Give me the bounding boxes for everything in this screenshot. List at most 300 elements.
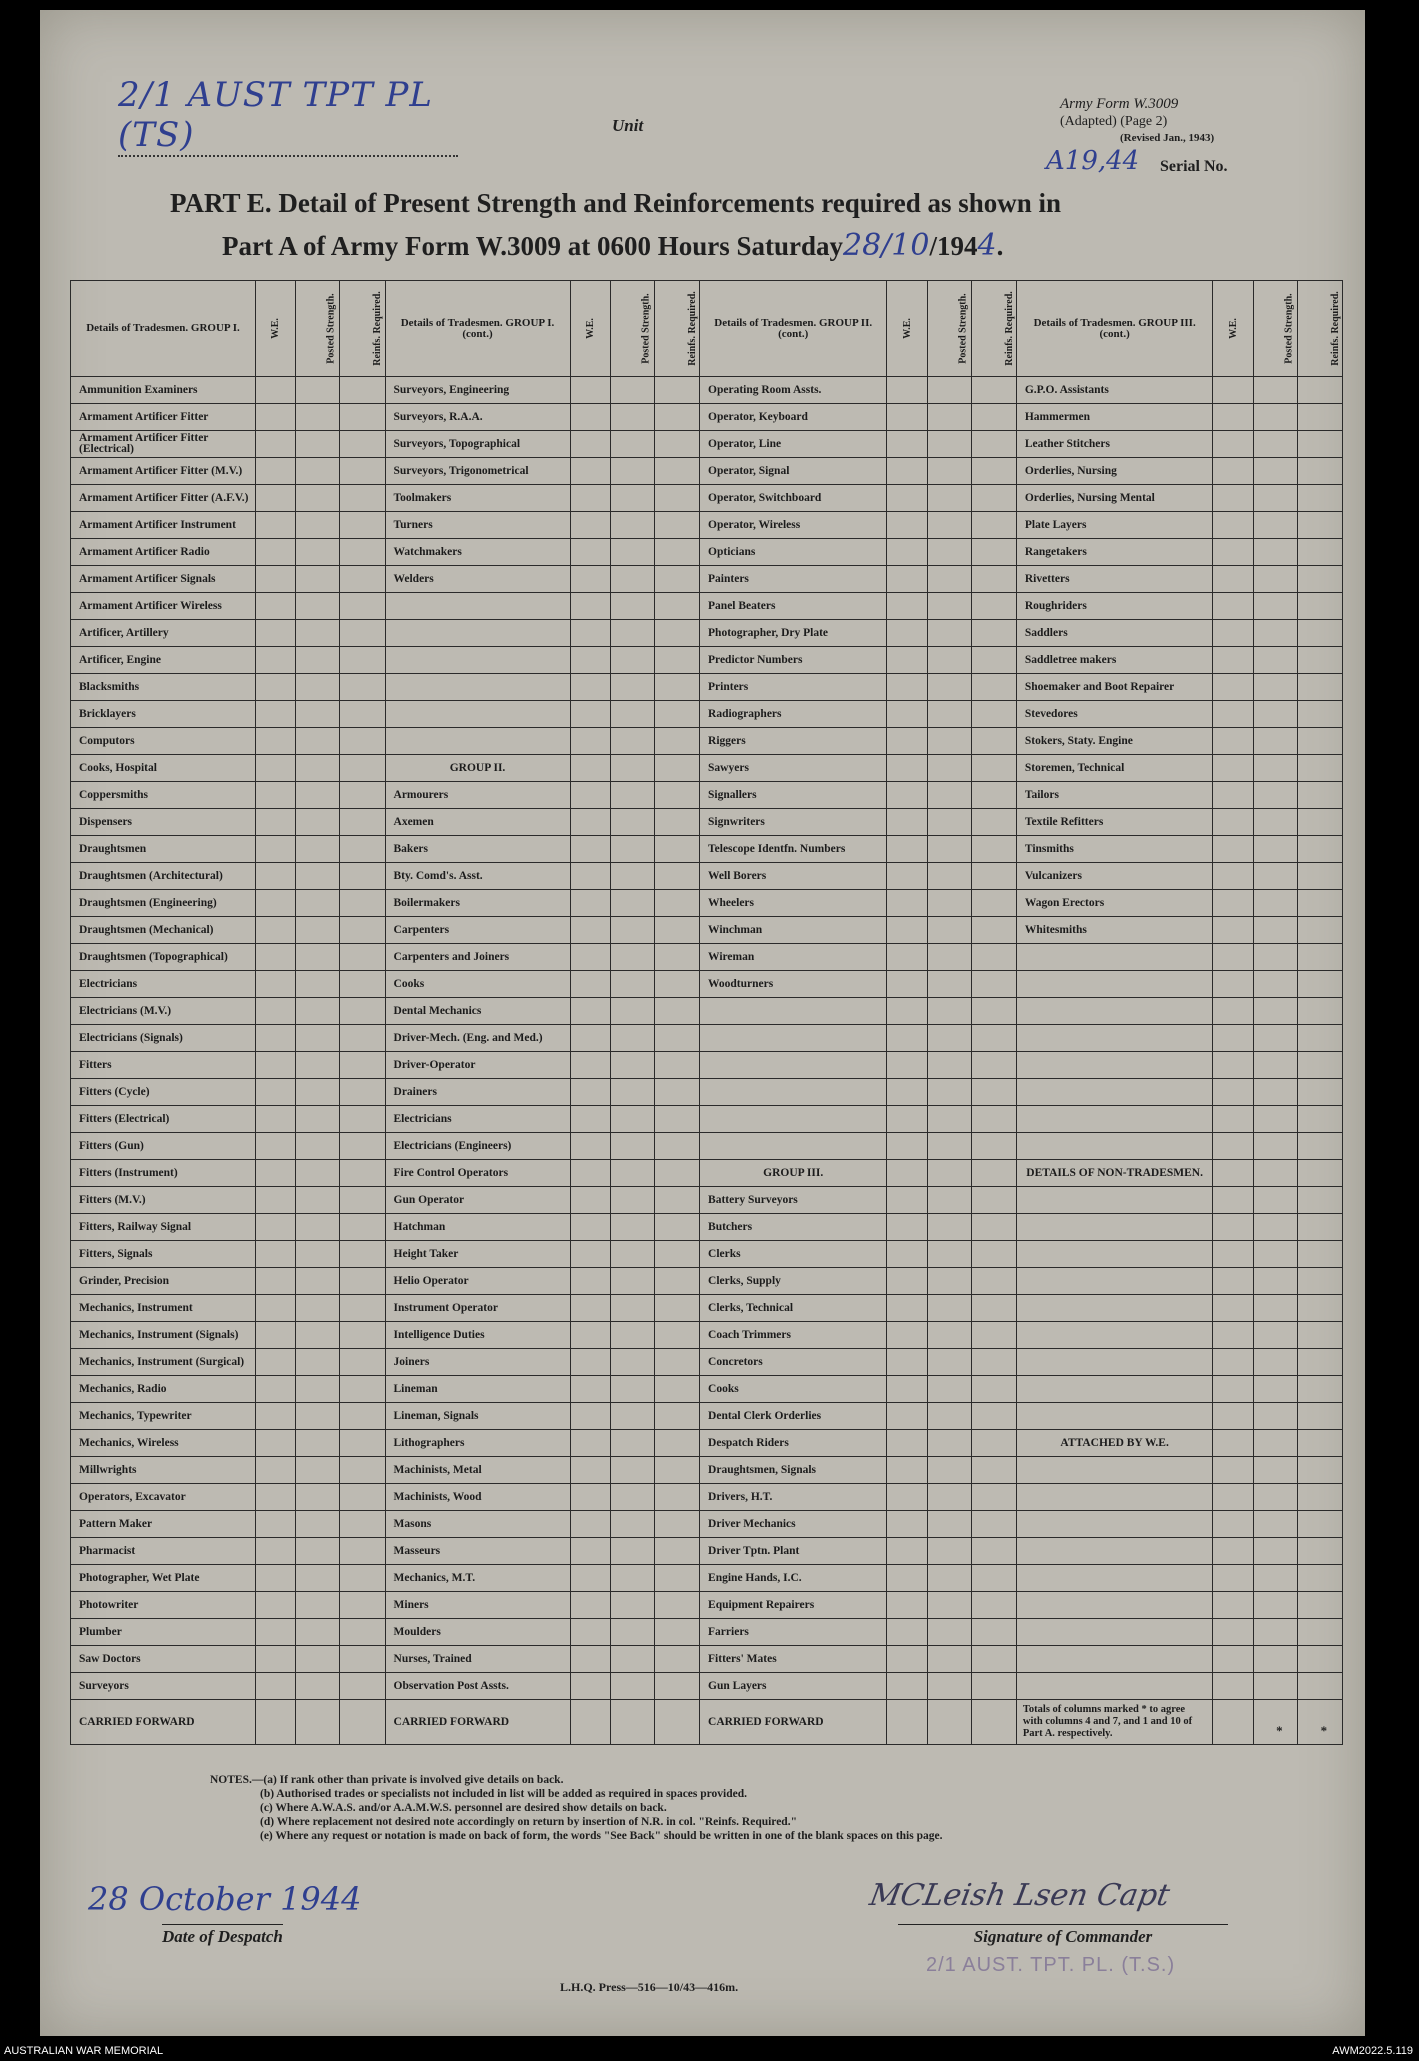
cell-reinfs[interactable] [1297,890,1342,917]
cell-reinfs[interactable] [654,1511,699,1538]
cell-posted[interactable] [611,620,655,647]
cell-we[interactable] [256,539,296,566]
cell-reinfs[interactable] [971,431,1016,458]
cell-posted[interactable] [611,890,655,917]
cell-posted[interactable] [1253,1403,1297,1430]
cell-we[interactable] [570,566,610,593]
cell-posted[interactable] [611,404,655,431]
cell-reinfs[interactable] [971,539,1016,566]
cell-reinfs[interactable] [654,647,699,674]
cell-we[interactable] [570,998,610,1025]
cell-we[interactable] [887,1646,927,1673]
cell-reinfs[interactable] [340,1160,385,1187]
cell-posted[interactable] [927,1457,971,1484]
cell-we[interactable] [887,1214,927,1241]
cell-we[interactable] [1213,1457,1253,1484]
cell-posted[interactable] [296,1079,340,1106]
cell-reinfs[interactable] [340,377,385,404]
cell-posted[interactable] [611,1538,655,1565]
cell-reinfs[interactable] [1297,620,1342,647]
cell-reinfs[interactable] [340,782,385,809]
cell-reinfs[interactable] [654,755,699,782]
cell-we[interactable] [570,1268,610,1295]
cell-reinfs[interactable] [1297,1592,1342,1619]
cell-we[interactable] [256,728,296,755]
cell-we[interactable] [256,701,296,728]
cell-we[interactable] [1213,1430,1253,1457]
cell-posted[interactable] [296,917,340,944]
cell-reinfs[interactable] [971,971,1016,998]
cell-reinfs[interactable] [340,431,385,458]
cell-reinfs[interactable] [1297,539,1342,566]
cell-posted[interactable] [611,728,655,755]
cell-we[interactable] [887,755,927,782]
cell-posted[interactable] [927,836,971,863]
cell-reinfs[interactable] [1297,1457,1342,1484]
cell-reinfs[interactable] [654,1079,699,1106]
cell-we[interactable] [1213,1025,1253,1052]
cell-reinfs[interactable] [1297,674,1342,701]
cell-reinfs[interactable] [654,458,699,485]
cell-reinfs[interactable] [654,485,699,512]
cell-posted[interactable] [1253,1268,1297,1295]
cell-posted[interactable] [1253,1295,1297,1322]
cell-reinfs[interactable] [1297,377,1342,404]
cell-posted[interactable] [927,755,971,782]
cell-we[interactable] [570,1241,610,1268]
cell-reinfs[interactable] [971,1565,1016,1592]
cell-we[interactable] [887,728,927,755]
cell-reinfs[interactable] [1297,1403,1342,1430]
cell-reinfs[interactable] [340,539,385,566]
cell-posted[interactable] [1253,1538,1297,1565]
cell-reinfs[interactable] [1297,728,1342,755]
cell-posted[interactable] [1253,755,1297,782]
cell-we[interactable] [570,512,610,539]
cell-reinfs[interactable] [654,944,699,971]
cell-we[interactable] [570,1106,610,1133]
cell-reinfs[interactable] [971,593,1016,620]
cell-posted[interactable] [611,1376,655,1403]
cell-reinfs[interactable] [340,512,385,539]
cell-reinfs[interactable] [1297,1160,1342,1187]
cell-we[interactable] [256,1241,296,1268]
cell-reinfs[interactable] [340,1106,385,1133]
cell-we[interactable] [570,755,610,782]
cell-posted[interactable] [1253,998,1297,1025]
cell-we[interactable] [570,1322,610,1349]
cell-posted[interactable] [611,1403,655,1430]
cell-posted[interactable] [296,971,340,998]
cell-we[interactable] [570,1349,610,1376]
cell-reinfs[interactable] [971,1403,1016,1430]
cell-reinfs[interactable] [971,890,1016,917]
cell-we[interactable] [1213,458,1253,485]
cell-posted[interactable] [296,1187,340,1214]
cell-reinfs[interactable] [971,1538,1016,1565]
cell-posted[interactable] [1253,1646,1297,1673]
cell-posted[interactable] [1253,701,1297,728]
cell-we[interactable] [887,512,927,539]
cell-posted[interactable] [611,1511,655,1538]
cell-posted[interactable] [296,1106,340,1133]
cell-we[interactable] [570,1430,610,1457]
cell-posted[interactable] [296,566,340,593]
cell-reinfs[interactable] [971,1511,1016,1538]
cell-reinfs[interactable] [340,647,385,674]
cell-posted[interactable] [1253,404,1297,431]
cell-reinfs[interactable] [340,1376,385,1403]
cell-posted[interactable] [296,1295,340,1322]
cell-posted[interactable] [1253,809,1297,836]
cell-reinfs[interactable] [1297,755,1342,782]
cell-posted[interactable] [927,1376,971,1403]
cell-posted[interactable] [1253,431,1297,458]
cell-posted[interactable] [927,917,971,944]
cell-reinfs[interactable] [340,1214,385,1241]
cell-we[interactable] [887,701,927,728]
cell-posted[interactable] [927,1079,971,1106]
cell-we[interactable] [887,890,927,917]
cell-reinfs[interactable] [1297,1538,1342,1565]
cell-posted[interactable] [611,593,655,620]
cell-reinfs[interactable] [971,647,1016,674]
cell-we[interactable] [1213,1484,1253,1511]
cell-posted[interactable] [927,1646,971,1673]
cell-reinfs[interactable] [971,1457,1016,1484]
cell-posted[interactable] [611,1484,655,1511]
cell-posted[interactable] [1253,1592,1297,1619]
cell-we[interactable] [1213,1538,1253,1565]
cell-posted[interactable] [296,431,340,458]
cell-we[interactable] [887,458,927,485]
cell-posted[interactable] [927,431,971,458]
cell-posted[interactable] [296,755,340,782]
cell-we[interactable] [570,1187,610,1214]
cell-posted[interactable] [927,809,971,836]
cell-reinfs[interactable] [1297,485,1342,512]
cell-posted[interactable] [611,863,655,890]
cell-we[interactable] [256,1673,296,1700]
cell-posted[interactable] [296,1025,340,1052]
cell-reinfs[interactable] [971,1079,1016,1106]
cell-reinfs[interactable] [1297,701,1342,728]
cell-posted[interactable] [296,728,340,755]
cell-we[interactable] [256,1376,296,1403]
cell-reinfs[interactable] [1297,404,1342,431]
cell-posted[interactable] [611,1241,655,1268]
cell-reinfs[interactable] [340,1025,385,1052]
cell-reinfs[interactable] [340,998,385,1025]
cell-we[interactable] [887,1673,927,1700]
cell-we[interactable] [256,485,296,512]
cell-we[interactable] [256,458,296,485]
cell-reinfs[interactable] [1297,647,1342,674]
cell-reinfs[interactable] [1297,944,1342,971]
cell-reinfs[interactable] [654,1430,699,1457]
cell-reinfs[interactable] [654,1376,699,1403]
cell-posted[interactable] [611,1268,655,1295]
cell-we[interactable] [1213,1592,1253,1619]
cell-posted[interactable] [1253,1457,1297,1484]
cell-reinfs[interactable] [654,512,699,539]
cell-reinfs[interactable] [340,701,385,728]
cell-posted[interactable] [296,1646,340,1673]
cell-reinfs[interactable] [971,404,1016,431]
cell-reinfs[interactable] [654,1403,699,1430]
cell-reinfs[interactable] [1297,971,1342,998]
cell-reinfs[interactable] [654,998,699,1025]
cell-posted[interactable] [611,917,655,944]
cell-reinfs[interactable] [340,1079,385,1106]
cell-we[interactable] [887,431,927,458]
cell-we[interactable] [887,1187,927,1214]
cell-reinfs[interactable] [971,1268,1016,1295]
cell-reinfs[interactable] [340,1565,385,1592]
cell-posted[interactable] [927,539,971,566]
cell-reinfs[interactable] [654,404,699,431]
cell-reinfs[interactable] [654,701,699,728]
cell-we[interactable] [887,1592,927,1619]
cell-reinfs[interactable] [971,809,1016,836]
cell-we[interactable] [887,1052,927,1079]
cell-reinfs[interactable] [1297,1646,1342,1673]
cell-reinfs[interactable] [1297,1322,1342,1349]
cell-we[interactable] [256,863,296,890]
cell-reinfs[interactable] [340,1430,385,1457]
cell-reinfs[interactable] [340,728,385,755]
cell-posted[interactable] [927,1133,971,1160]
cell-posted[interactable] [1253,1565,1297,1592]
cell-reinfs[interactable] [1297,1511,1342,1538]
cell-posted[interactable] [927,863,971,890]
cell-we[interactable] [1213,431,1253,458]
cell-we[interactable] [570,944,610,971]
cell-reinfs[interactable] [340,1592,385,1619]
cell-we[interactable] [570,1619,610,1646]
cell-reinfs[interactable] [340,1187,385,1214]
cell-reinfs[interactable] [1297,1484,1342,1511]
cell-posted[interactable] [296,1511,340,1538]
cell-posted[interactable] [927,1187,971,1214]
cell-we[interactable] [1213,1619,1253,1646]
cell-we[interactable] [1213,566,1253,593]
cell-we[interactable] [1213,728,1253,755]
cell-we[interactable] [1213,917,1253,944]
cell-we[interactable] [1213,1106,1253,1133]
cell-posted[interactable] [1253,674,1297,701]
cell-posted[interactable] [296,1376,340,1403]
cell-posted[interactable] [1253,836,1297,863]
cell-posted[interactable] [296,890,340,917]
cell-we[interactable] [887,539,927,566]
cell-reinfs[interactable] [654,917,699,944]
cell-we[interactable] [1213,647,1253,674]
cell-reinfs[interactable] [340,404,385,431]
cell-reinfs[interactable] [654,539,699,566]
cell-posted[interactable] [927,998,971,1025]
cell-we[interactable] [256,1430,296,1457]
cell-posted[interactable] [611,1646,655,1673]
cell-we[interactable] [570,863,610,890]
cell-we[interactable] [887,782,927,809]
cell-reinfs[interactable] [1297,1052,1342,1079]
cell-posted[interactable] [927,782,971,809]
cell-reinfs[interactable] [654,1295,699,1322]
cell-we[interactable] [256,971,296,998]
cell-reinfs[interactable] [971,1160,1016,1187]
cell-posted[interactable] [611,485,655,512]
cell-posted[interactable] [611,431,655,458]
cell-reinfs[interactable] [971,1349,1016,1376]
cell-reinfs[interactable] [654,1457,699,1484]
cell-posted[interactable] [927,728,971,755]
cell-posted[interactable] [611,1619,655,1646]
cell-we[interactable] [1213,701,1253,728]
cell-posted[interactable] [296,863,340,890]
cell-we[interactable] [1213,836,1253,863]
cell-we[interactable] [1213,377,1253,404]
cell-reinfs[interactable] [971,1673,1016,1700]
cell-we[interactable] [887,1025,927,1052]
cell-posted[interactable] [927,1484,971,1511]
cell-posted[interactable] [611,782,655,809]
cell-we[interactable] [570,1673,610,1700]
cell-posted[interactable] [927,1592,971,1619]
cell-we[interactable] [1213,1349,1253,1376]
cell-we[interactable] [570,701,610,728]
cell-we[interactable] [256,782,296,809]
cell-we[interactable] [256,377,296,404]
cell-posted[interactable] [927,1025,971,1052]
cell-posted[interactable] [611,1187,655,1214]
cell-we[interactable] [256,647,296,674]
cell-we[interactable] [256,1619,296,1646]
cell-reinfs[interactable] [1297,431,1342,458]
cell-we[interactable] [570,1052,610,1079]
cell-posted[interactable] [1253,1133,1297,1160]
cell-reinfs[interactable] [654,1214,699,1241]
cell-posted[interactable] [927,890,971,917]
cell-we[interactable] [1213,998,1253,1025]
cell-reinfs[interactable] [971,728,1016,755]
cell-posted[interactable] [611,1430,655,1457]
cell-we[interactable] [887,998,927,1025]
cell-we[interactable] [256,1511,296,1538]
cell-reinfs[interactable] [971,1646,1016,1673]
cell-reinfs[interactable] [340,1349,385,1376]
cell-posted[interactable] [296,458,340,485]
cell-we[interactable] [256,1484,296,1511]
cell-posted[interactable] [1253,917,1297,944]
cell-posted[interactable] [927,1619,971,1646]
cell-posted[interactable] [296,1160,340,1187]
cell-reinfs[interactable] [654,1673,699,1700]
cell-posted[interactable] [927,1322,971,1349]
cell-posted[interactable] [1253,566,1297,593]
cell-we[interactable] [570,1403,610,1430]
cell-reinfs[interactable] [971,1592,1016,1619]
cell-posted[interactable] [1253,971,1297,998]
cell-posted[interactable] [296,1403,340,1430]
cell-we[interactable] [570,1376,610,1403]
cell-reinfs[interactable] [1297,1106,1342,1133]
cell-posted[interactable] [927,971,971,998]
cell-we[interactable] [256,1565,296,1592]
cell-reinfs[interactable] [340,485,385,512]
cell-we[interactable] [570,1646,610,1673]
cell-we[interactable] [256,431,296,458]
cell-reinfs[interactable] [1297,1133,1342,1160]
cell-reinfs[interactable] [1297,1619,1342,1646]
cell-reinfs[interactable] [654,1322,699,1349]
cell-we[interactable] [1213,1322,1253,1349]
cell-posted[interactable] [1253,1187,1297,1214]
cell-we[interactable] [887,404,927,431]
cell-posted[interactable] [296,1619,340,1646]
cell-reinfs[interactable] [654,1187,699,1214]
cell-reinfs[interactable] [654,1268,699,1295]
cell-posted[interactable] [611,1079,655,1106]
cell-we[interactable] [570,782,610,809]
cell-posted[interactable] [1253,1160,1297,1187]
cell-posted[interactable] [296,1538,340,1565]
cell-we[interactable] [256,404,296,431]
cell-we[interactable] [570,728,610,755]
cell-posted[interactable] [611,701,655,728]
cell-we[interactable] [570,404,610,431]
cell-posted[interactable] [1253,593,1297,620]
cell-we[interactable] [1213,890,1253,917]
cell-reinfs[interactable] [971,1133,1016,1160]
cell-posted[interactable] [296,1322,340,1349]
cell-reinfs[interactable] [340,566,385,593]
cell-we[interactable] [256,1214,296,1241]
cell-posted[interactable] [1253,647,1297,674]
cell-we[interactable] [256,944,296,971]
cell-posted[interactable] [927,1241,971,1268]
cell-reinfs[interactable] [971,944,1016,971]
cell-posted[interactable] [296,1592,340,1619]
cell-we[interactable] [1213,674,1253,701]
cell-reinfs[interactable] [654,1133,699,1160]
cell-posted[interactable] [927,1349,971,1376]
cell-posted[interactable] [611,755,655,782]
cell-we[interactable] [887,593,927,620]
cell-posted[interactable] [927,647,971,674]
cell-we[interactable] [570,809,610,836]
cell-we[interactable] [256,1160,296,1187]
cell-reinfs[interactable] [971,674,1016,701]
cell-reinfs[interactable] [971,1295,1016,1322]
cell-reinfs[interactable] [340,1403,385,1430]
cell-posted[interactable] [296,1484,340,1511]
cell-posted[interactable] [296,512,340,539]
cell-posted[interactable] [1253,863,1297,890]
cell-posted[interactable] [611,1565,655,1592]
cell-posted[interactable] [296,1241,340,1268]
cell-reinfs[interactable] [340,1052,385,1079]
cell-reinfs[interactable] [1297,1295,1342,1322]
cell-we[interactable] [256,1106,296,1133]
cell-we[interactable] [1213,1646,1253,1673]
cell-we[interactable] [256,1052,296,1079]
cell-posted[interactable] [611,809,655,836]
cell-posted[interactable] [611,512,655,539]
cell-posted[interactable] [927,1106,971,1133]
cell-reinfs[interactable] [1297,1187,1342,1214]
cell-reinfs[interactable] [1297,863,1342,890]
